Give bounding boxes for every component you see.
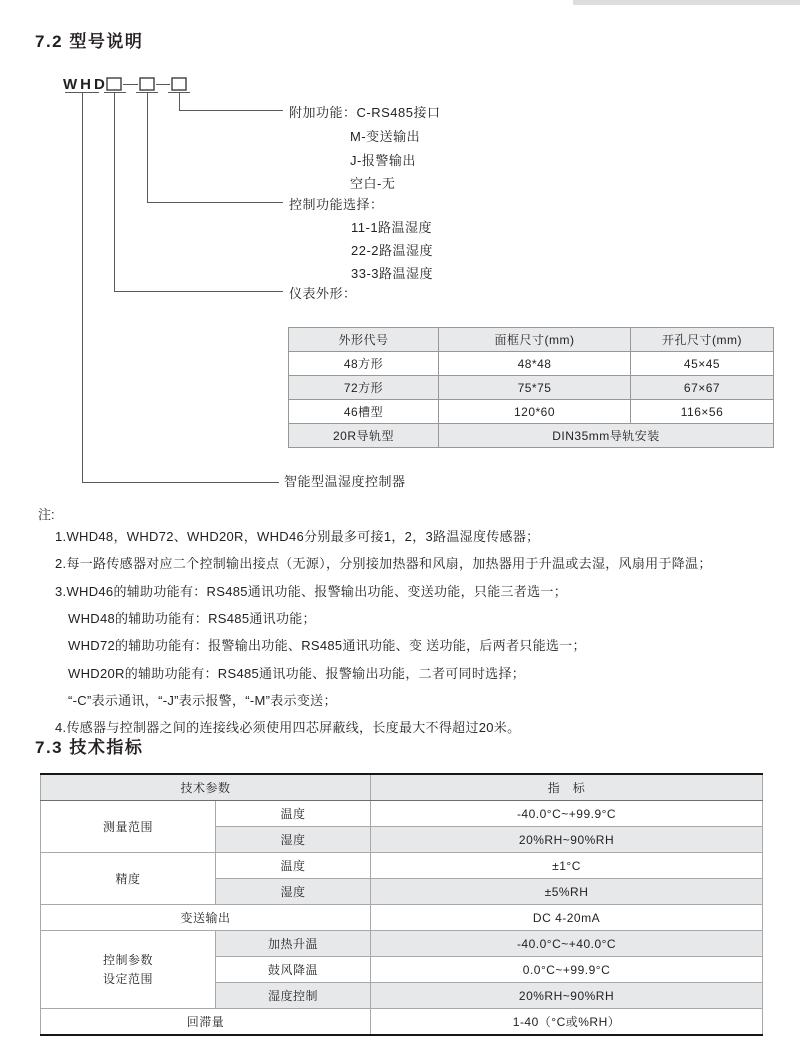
spec-value: ±5%RH [371, 879, 763, 905]
notes-label: 注: [38, 507, 55, 522]
spec-value: ±1°C [371, 853, 763, 879]
spec-param: 温度 [216, 801, 371, 827]
branch-additional-label: 附加功能：C-RS485接口 [289, 105, 441, 120]
table-row [289, 400, 774, 424]
shape-cell: 67×67 [631, 376, 774, 400]
spec-header-value: 指 标 [371, 774, 763, 801]
spec-value: 20%RH~90%RH [371, 983, 763, 1009]
table-row [41, 1009, 763, 1036]
shape-cell: 75*75 [439, 376, 631, 400]
shape-cell: 120*60 [439, 400, 631, 424]
spec-param: 温度 [216, 853, 371, 879]
table-row [41, 853, 763, 879]
shape-cell: 116×56 [631, 400, 774, 424]
spec-value: 20%RH~90%RH [371, 827, 763, 853]
note-item: 1.WHD48，WHD72、WHD20R，WHD46分别最多可接1，2，3路温湿度传感器； [55, 529, 540, 544]
shape-cell: 20R导轨型 [289, 424, 439, 448]
note-item: “-C”表示通讯，“-J”表示报警，“-M”表示变送； [68, 693, 337, 708]
spec-header-row [41, 774, 763, 801]
spec-value: DC 4-20mA [371, 905, 763, 931]
shape-col-header: 开孔尺寸(mm) [631, 328, 774, 352]
spec-group-control [41, 931, 216, 1009]
note-item: WHD20R的辅助功能有：RS485通讯功能、报警输出功能，二者可同时选择； [68, 666, 526, 681]
spec-param: 湿度 [216, 827, 371, 853]
branch-control-label: 控制功能选择： [289, 197, 384, 212]
model-digit-boxes [107, 78, 186, 90]
spec-value: -40.0°C~+40.0°C [371, 931, 763, 957]
table-row [289, 352, 774, 376]
spec-header-param: 技术参数 [41, 774, 371, 801]
shape-col-header: 外形代号 [289, 328, 439, 352]
branch-additional-item: M-变送输出 [350, 129, 421, 144]
model-code: WHD [63, 76, 108, 93]
spec-param: 湿度控制 [216, 983, 371, 1009]
note-item: WHD72的辅助功能有：报警输出功能、RS485通讯功能、变 送功能，后两者只能选一； [68, 638, 586, 653]
shape-cell: DIN35mm导轨安装 [439, 424, 774, 448]
spec-group-control-line1: 控制参数 [102, 952, 153, 967]
model-box-control [140, 78, 154, 90]
spec-group-accuracy: 精度 [41, 853, 216, 905]
branch-control-item: 22-2路温湿度 [351, 243, 434, 258]
shape-table-header-row [289, 328, 774, 352]
shape-cell: 48*48 [439, 352, 631, 376]
note-item: 4.传感器与控制器之间的连接线必须使用四芯屏蔽线，长度最大不得超过20米。 [55, 720, 521, 735]
product-name-label: 智能型温湿度控制器 [284, 474, 406, 489]
table-row [41, 905, 763, 931]
spec-value: 0.0°C~+99.9°C [371, 957, 763, 983]
table-row [289, 424, 774, 448]
table-row [41, 801, 763, 827]
table-row [289, 376, 774, 400]
spec-param: 加热升温 [216, 931, 371, 957]
spec-param-transmit: 变送输出 [41, 905, 371, 931]
branch-shape-label: 仪表外形： [289, 286, 357, 301]
spec-param-hysteresis: 回滞量 [41, 1009, 371, 1036]
spec-table [40, 773, 763, 1036]
branch-additional-item: 空白-无 [350, 176, 396, 191]
model-box-shape [107, 78, 121, 90]
section-title-model: 7.2 型号说明 [35, 32, 144, 51]
note-item: 3.WHD46的辅助功能有：RS485通讯功能、报警输出功能、变送功能，只能三者选一； [55, 584, 567, 599]
model-box-additional [172, 78, 186, 90]
shape-size-table [288, 327, 774, 448]
branch-control-item: 11-1路温湿度 [351, 220, 433, 235]
shape-col-header: 面框尺寸(mm) [439, 328, 631, 352]
table-row [41, 931, 763, 957]
section-title-specs: 7.3 技术指标 [35, 738, 144, 757]
spec-group-measure: 测量范围 [41, 801, 216, 853]
spec-param: 鼓风降温 [216, 957, 371, 983]
spec-group-control-line2: 设定范围 [102, 971, 153, 986]
diagram-connector-lines [65, 85, 283, 483]
shape-cell: 48方形 [289, 352, 439, 376]
note-item: 2.每一路传感器对应二个控制输出接点（无源），分别接加热器和风扇，加热器用于升温或去湿，风扇用于降温； [55, 556, 712, 571]
spec-value: 1-40（°C或%RH） [371, 1009, 763, 1036]
shape-cell: 46槽型 [289, 400, 439, 424]
note-item: WHD48的辅助功能有：RS485通讯功能； [68, 611, 316, 626]
shape-cell: 45×45 [631, 352, 774, 376]
spec-value: -40.0°C~+99.9°C [371, 801, 763, 827]
branch-control-item: 33-3路温湿度 [351, 266, 434, 281]
branch-additional-item: J-报警输出 [350, 153, 416, 168]
shape-cell: 72方形 [289, 376, 439, 400]
spec-param: 湿度 [216, 879, 371, 905]
